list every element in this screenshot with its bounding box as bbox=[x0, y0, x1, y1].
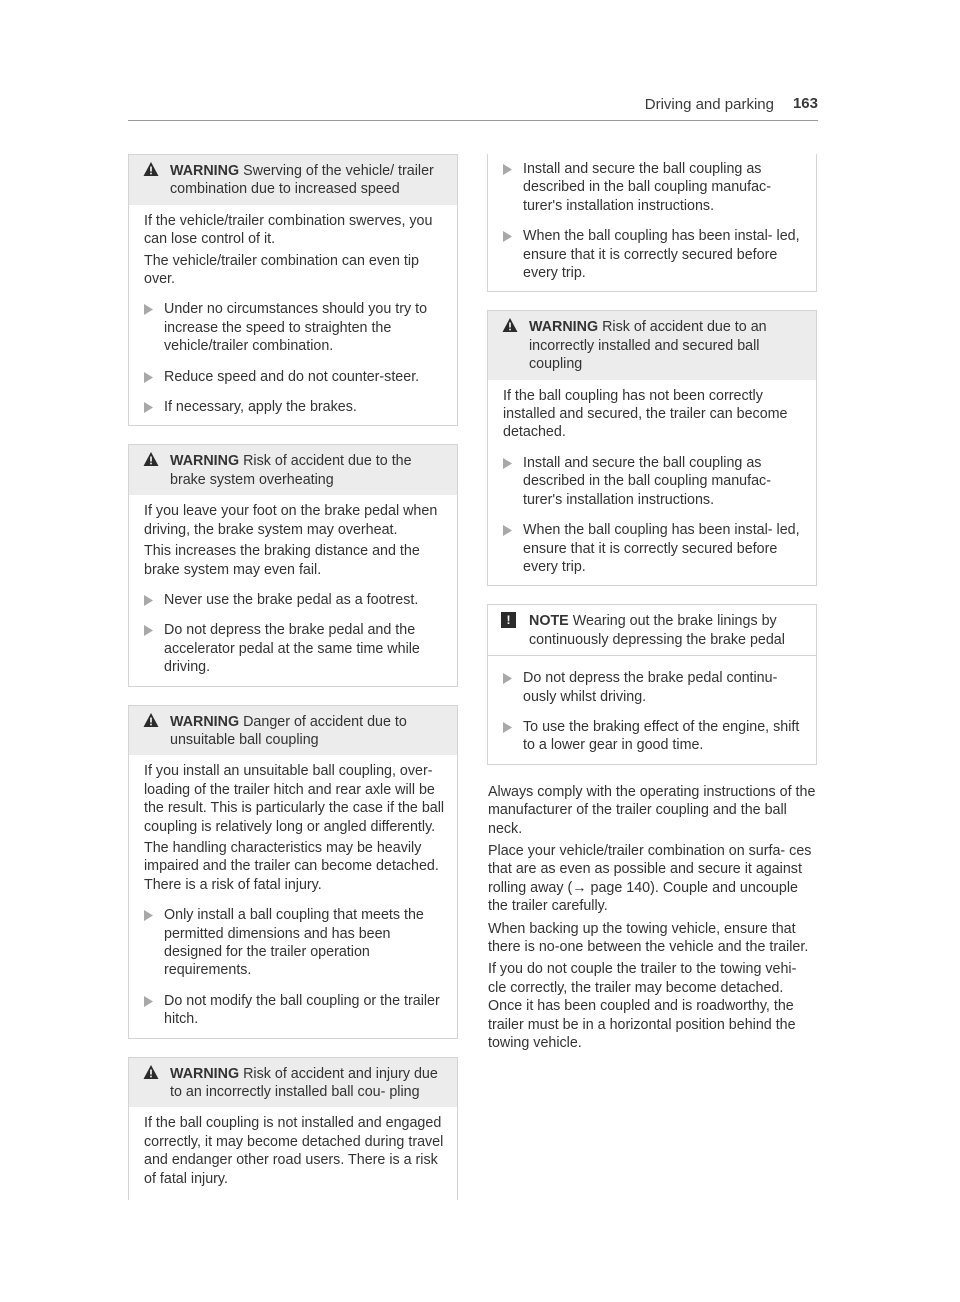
step-arrow-icon bbox=[503, 458, 512, 469]
warning-text: The handling characteristics may be heavily impaired and the trailer can become detached. There is a risk of fatal injury. bbox=[144, 839, 439, 893]
warning-text: If you install an unsuitable ball coupling, over- loading of the trailer hitch and rear axle will be the result. This is particularly the case if the ball coupling is relatively long or angled differently. bbox=[144, 763, 445, 835]
step-text: If necessary, apply the brakes. bbox=[164, 399, 357, 416]
warning-header bbox=[488, 311, 816, 379]
left-column bbox=[128, 154, 458, 1200]
step-item bbox=[144, 992, 445, 1029]
step-text: Reduce speed and do not counter-steer. bbox=[164, 368, 420, 385]
step-arrow-icon bbox=[503, 722, 512, 733]
warning-label: WARNING bbox=[170, 713, 240, 730]
warning-triangle-icon bbox=[143, 451, 159, 467]
warning-header bbox=[129, 155, 457, 205]
note-label: NOTE bbox=[529, 613, 569, 630]
page-header bbox=[128, 94, 818, 121]
step-item bbox=[503, 521, 804, 576]
step-item bbox=[144, 300, 445, 355]
warning-body bbox=[129, 495, 457, 685]
warning-label: WARNING bbox=[529, 319, 599, 336]
step-arrow-icon bbox=[503, 525, 512, 536]
warning-body bbox=[488, 380, 816, 586]
warning-label: WARNING bbox=[170, 453, 240, 470]
page-number: 163 bbox=[792, 95, 818, 112]
warning-box-unsuitable-coupling bbox=[128, 705, 458, 1039]
step-text: To use the braking effect of the engine, shift to a lower gear in good time. bbox=[523, 718, 800, 754]
paragraph: When backing up the towing vehicle, ensure that there is no-one between the vehicle and the trailer. bbox=[488, 920, 809, 955]
step-arrow-icon bbox=[503, 164, 512, 175]
step-text: Do not depress the brake pedal and the accelerator pedal at the same time while driving. bbox=[164, 622, 420, 676]
warning-title: Danger of accident due to unsuitable ball coupling bbox=[170, 713, 407, 748]
paragraph: If you do not couple the trailer to the towing vehi- cle correctly, the trailer may become detached. Once it has been coupled and is roadworthy, the trailer must be in a horizontal position behind the towing vehicle. bbox=[488, 961, 797, 1052]
warning-body bbox=[129, 1107, 457, 1200]
step-text: When the ball coupling has been instal- led, ensure that it is correctly secured before every trip. bbox=[523, 228, 800, 282]
step-arrow-icon bbox=[144, 402, 153, 413]
warning-title: Risk of accident and injury due to an incorrectly installed ball cou- pling bbox=[170, 1065, 438, 1101]
step-item bbox=[144, 621, 445, 676]
note-header bbox=[488, 605, 816, 656]
step-item bbox=[144, 906, 445, 980]
warning-triangle-icon bbox=[143, 712, 159, 728]
note-box-brake-linings bbox=[487, 604, 817, 764]
warning-header bbox=[129, 706, 457, 756]
step-item bbox=[503, 718, 804, 755]
step-arrow-icon bbox=[144, 595, 153, 606]
warning-label: WARNING bbox=[170, 1065, 240, 1082]
warning-body bbox=[488, 154, 816, 291]
step-item bbox=[144, 368, 445, 386]
warning-header bbox=[129, 445, 457, 495]
step-arrow-icon bbox=[503, 673, 512, 684]
warning-triangle-icon bbox=[143, 1064, 159, 1080]
step-arrow-icon bbox=[144, 996, 153, 1007]
warning-title: Risk of accident due to the brake system overheating bbox=[170, 453, 412, 488]
body-text bbox=[487, 783, 817, 1053]
step-text: Under no circumstances should you try to increase the speed to straighten the vehicle/trailer combination. bbox=[164, 301, 428, 355]
step-arrow-icon bbox=[144, 372, 153, 383]
step-arrow-icon bbox=[144, 910, 153, 921]
warning-text: The vehicle/trailer combination can even tip over. bbox=[144, 252, 419, 288]
warning-text: If the ball coupling has not been correctly installed and secured, the trailer can become detached. bbox=[503, 387, 788, 441]
step-arrow-icon bbox=[144, 625, 153, 636]
warning-body bbox=[129, 205, 457, 426]
note-body bbox=[488, 656, 816, 764]
warning-header bbox=[129, 1058, 457, 1108]
step-item bbox=[503, 454, 804, 509]
warning-text: This increases the braking distance and the brake system may even fail. bbox=[144, 543, 420, 578]
warning-text: If the vehicle/trailer combination swerves, you can lose control of it. bbox=[144, 212, 433, 248]
step-item bbox=[503, 669, 804, 706]
warning-box-brake-overheating bbox=[128, 444, 458, 686]
warning-text: If you leave your foot on the brake pedal when driving, the brake system may overheat. bbox=[144, 503, 438, 538]
step-text: Install and secure the ball coupling as described in the ball coupling manufac- turer's installation instructions. bbox=[523, 454, 771, 508]
step-text: When the ball coupling has been instal- led, ensure that it is correctly secured before every trip. bbox=[523, 522, 800, 575]
warning-box-incorrect-secured bbox=[487, 310, 817, 586]
warning-text: If the ball coupling is not installed and engaged correctly, it may become detached during travel and endanger other road users. There is a risk of fatal injury. bbox=[144, 1115, 444, 1187]
step-item bbox=[144, 398, 445, 416]
warning-label: WARNING bbox=[170, 163, 240, 179]
warning-box-swerving bbox=[128, 154, 458, 426]
step-text: Never use the brake pedal as a footrest. bbox=[164, 591, 419, 608]
step-text: Only install a ball coupling that meets the permitted dimensions and has been designed for the trailer operation requirements. bbox=[164, 907, 424, 979]
right-column bbox=[487, 154, 817, 1056]
warning-triangle-icon bbox=[502, 317, 518, 333]
warning-box-incorrect-install bbox=[128, 1057, 458, 1200]
note-exclamation-icon: ! bbox=[501, 612, 516, 628]
step-text: Do not modify the ball coupling or the trailer hitch. bbox=[164, 992, 440, 1028]
warning-triangle-icon bbox=[143, 161, 159, 177]
step-item bbox=[503, 160, 804, 215]
step-arrow-icon bbox=[503, 231, 512, 242]
step-text: Install and secure the ball coupling as described in the ball coupling manufac- turer's installation instructions. bbox=[523, 161, 771, 214]
warning-title: Swerving of the vehicle/ trailer combination due to increased speed bbox=[170, 163, 434, 198]
warning-box-continued bbox=[487, 154, 817, 292]
step-item bbox=[144, 591, 445, 609]
step-text: Do not depress the brake pedal continu- ously whilst driving. bbox=[523, 670, 778, 705]
note-title: Wearing out the brake linings by continuously depressing the brake pedal bbox=[529, 613, 785, 648]
paragraph: Always comply with the operating instructions of the manufacturer of the trailer coupling and the ball neck. bbox=[488, 783, 816, 837]
step-arrow-icon bbox=[144, 304, 153, 315]
section-title: Driving and parking bbox=[644, 96, 774, 113]
warning-title: Risk of accident due to an incorrectly installed and secured ball coupling bbox=[529, 319, 767, 373]
paragraph: Place your vehicle/trailer combination on surfa- ces that are as even as possible and secure it against rolling away (→ page 140). Couple and uncouple the trailer carefully. bbox=[488, 842, 812, 915]
step-item bbox=[503, 227, 804, 282]
warning-body bbox=[129, 755, 457, 1037]
